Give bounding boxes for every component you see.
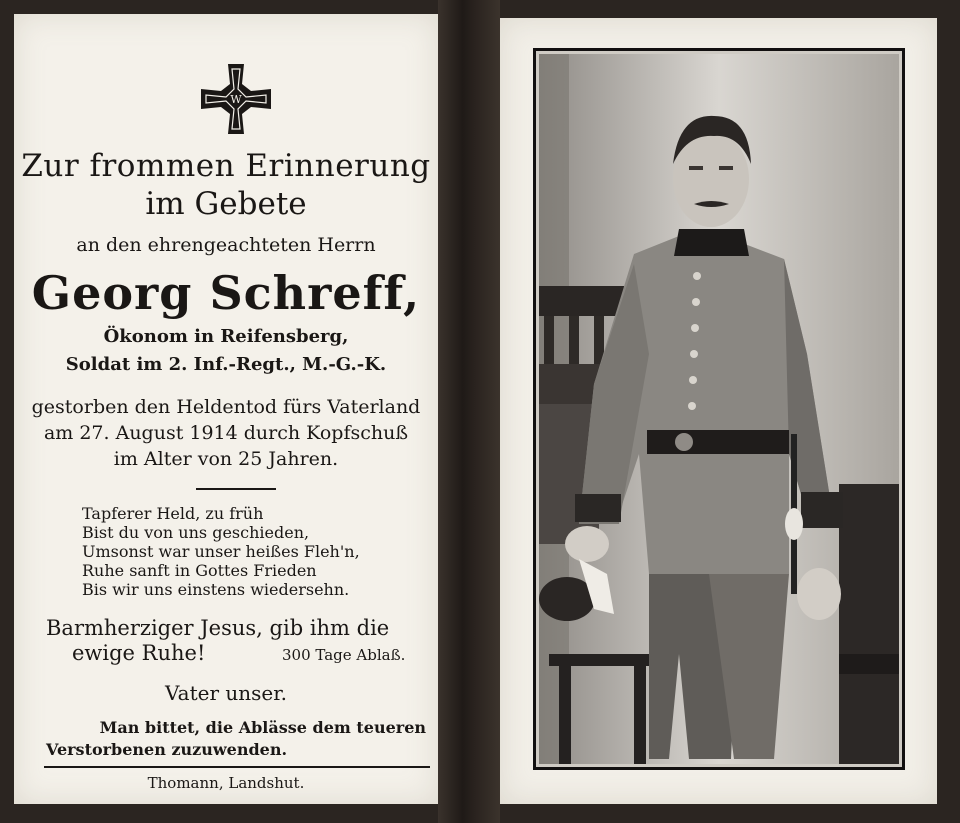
our-father-text: Vater unser. bbox=[165, 681, 287, 705]
regiment-text: Soldat im 2. Inf.-Regt., M.-G.-K. bbox=[65, 354, 387, 375]
svg-text:W: W bbox=[230, 93, 242, 106]
poem-line: Umsonst war unser heißes Fleh'n, bbox=[82, 542, 360, 561]
dedication-text: an den ehrengeachteten Herrn bbox=[76, 234, 376, 256]
indulgence-text: 300 Tage Ablaß. bbox=[282, 646, 406, 664]
divider bbox=[44, 766, 430, 768]
soldier-portrait-photo bbox=[539, 54, 899, 764]
poem-line: Bist du von uns geschieden, bbox=[82, 523, 310, 542]
death-line-2: am 27. August 1914 durch Kopfschuß bbox=[43, 422, 409, 444]
printer-imprint: Thomann, Landshut. bbox=[147, 774, 305, 792]
poem-line: Bis wir uns einstens wiedersehn. bbox=[82, 580, 350, 599]
card-fold-strip bbox=[438, 0, 500, 823]
memorial-poem bbox=[82, 504, 422, 599]
title-line-2: im Gebete bbox=[145, 186, 307, 222]
request-line-2: Verstorbenen zuzuwenden. bbox=[46, 740, 288, 759]
prayer-line-2: ewige Ruhe! bbox=[72, 641, 206, 665]
deceased-name: Georg Schreff, bbox=[31, 266, 421, 320]
death-line-3: im Alter von 25 Jahren. bbox=[113, 448, 339, 470]
death-line-1: gestorben den Heldentod fürs Vaterland bbox=[31, 396, 421, 418]
poem-line: Tapferer Held, zu früh bbox=[82, 504, 264, 523]
portrait-image bbox=[539, 54, 899, 764]
memorial-text-card bbox=[14, 14, 438, 804]
poem-line: Ruhe sanft in Gottes Frieden bbox=[82, 561, 317, 580]
title-line-1: Zur frommen Erinnerung bbox=[21, 148, 431, 184]
divider bbox=[196, 488, 276, 490]
iron-cross-icon bbox=[199, 62, 273, 136]
request-line-1: Man bittet, die Ablässe dem teueren bbox=[99, 718, 426, 737]
occupation-text: Ökonom in Reifensberg, bbox=[103, 326, 349, 347]
prayer-line-1: Barmherziger Jesus, gib ihm die bbox=[46, 616, 390, 640]
